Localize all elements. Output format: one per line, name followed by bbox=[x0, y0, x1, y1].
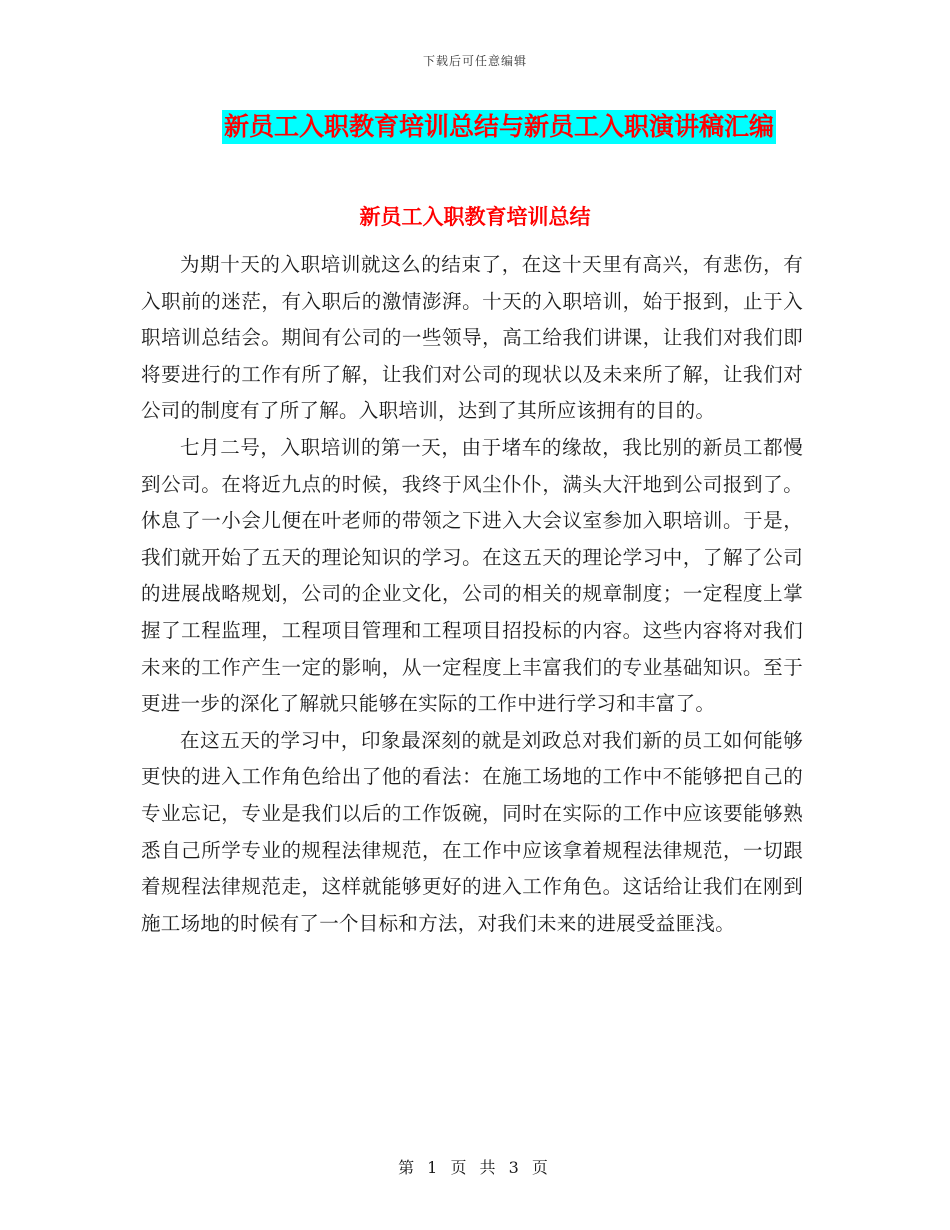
paragraph: 为期十天的入职培训就这么的结束了，在这十天里有高兴，有悲伤，有入职前的迷茫，有入职后的激情澎湃。十天的入职培训，始于报到，止于入职培训总结会。期间有公司的一些领导，高工给我们讲课，让我们对我们即将要进行的工作有所了解，让我们对公司的现状以及未来所了解，让我们对公司的制度有了所了解。入职培训，达到了其所应该拥有的目的。 bbox=[141, 253, 803, 423]
document-title-container bbox=[0, 110, 950, 144]
paragraph: 七月二号，入职培训的第一天，由于堵车的缘故，我比别的新员工都慢到公司。在将近九点的时候，我终于风尘仆仆，满头大汗地到公司报到了。休息了一小会儿便在叶老师的带领之下进入大会议室参加入职培训。于是，我们就开始了五天的理论知识的学习。在这五天的理论学习中，了解了公司的进展战略规划，公司的企业文化，公司的相关的规章制度；一定程度上掌握了工程监理，工程项目管理和工程项目招投标的内容。这些内容将对我们未来的工作产生一定的影响，从一定程度上丰富我们的专业基础知识。至于更进一步的深化了解就只能够在实际的工作中进行学习和丰富了。 bbox=[141, 435, 803, 716]
document-title: 新员工入职教育培训总结与新员工入职演讲稿汇编 bbox=[222, 110, 776, 144]
header-note: 下载后可任意编辑 bbox=[422, 54, 527, 68]
document-body bbox=[141, 247, 803, 942]
page-number: 第 1 页 共 3 页 bbox=[398, 1158, 552, 1177]
paragraph: 在这五天的学习中，印象最深刻的就是刘政总对我们新的员工如何能够更快的进入工作角色给出了他的看法：在施工场地的工作中不能够把自己的专业忘记，专业是我们以后的工作饭碗，同时在实际的工作中应该要能够熟悉自己所学专业的规程法律规范，在工作中应该拿着规程法律规范，一切跟着规程法律规范走，这样就能够更好的进入工作角色。这话给让我们在刚到施工场地的时候有了一个目标和方法，对我们未来的进展受益匪浅。 bbox=[141, 728, 803, 935]
section-title: 新员工入职教育培训总结 bbox=[359, 204, 591, 229]
